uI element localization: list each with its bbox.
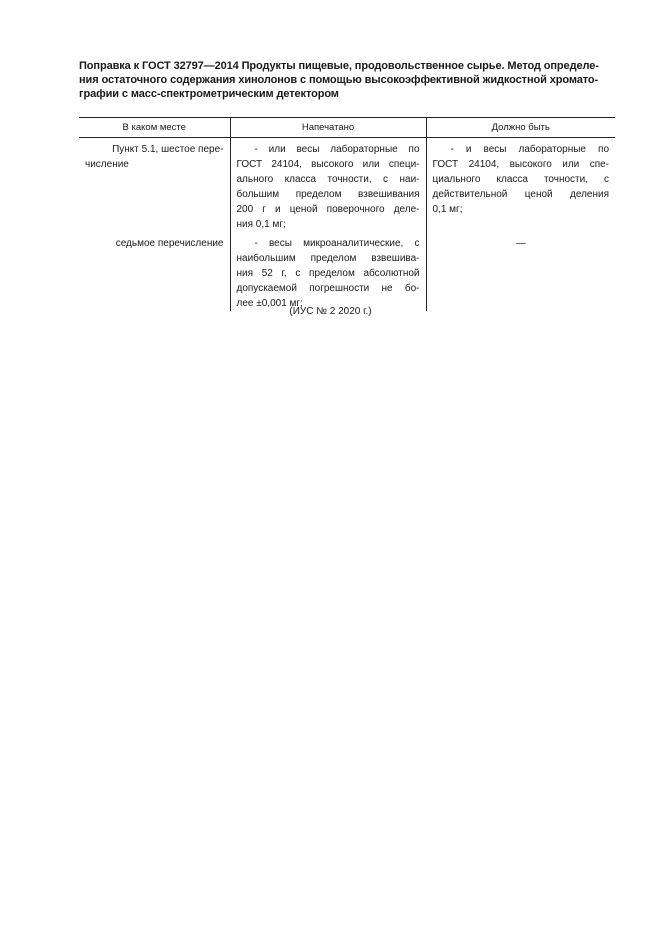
cell-place	[79, 232, 230, 311]
title-line: ния остаточного содержания хинолонов с помощью высокоэффективной жидкостной хромато-	[79, 74, 599, 86]
column-header-should-be: Должно быть	[426, 118, 615, 138]
cell-line: ния 0,1 мг;	[236, 219, 286, 230]
cell-line: наибольшим пределом взвешива-	[236, 253, 420, 264]
cell-line: - и весы лабораторные по	[450, 144, 609, 155]
cell-place	[79, 138, 230, 233]
cell-printed	[230, 138, 426, 233]
cell-line: Пункт 5.1, шестое пере-	[112, 144, 224, 155]
dash-value: —	[515, 238, 526, 249]
title-line: графии с масс-спектрометрическим детектором	[79, 88, 339, 100]
cell-line: 200 г и ценой поверочного деле-	[236, 204, 420, 215]
table-row	[79, 232, 615, 311]
cell-should-be	[426, 138, 615, 233]
cell-should-be	[426, 232, 615, 311]
cell-line: большим пределом взвешивания	[236, 189, 420, 200]
cell-line: действительной ценой деления	[432, 189, 609, 200]
correction-table	[79, 117, 615, 311]
cell-line: числение	[85, 159, 129, 170]
cell-line: ального класса точности, с наи-	[236, 174, 420, 185]
cell-line: циального класса точности, с	[432, 174, 609, 185]
cell-line: 0,1 мг;	[432, 204, 463, 215]
cell-line: ГОСТ 24104, высокого или спе-	[432, 159, 609, 170]
footer-citation: (ИУС № 2 2020 г.)	[289, 306, 372, 317]
title-line: Поправка к ГОСТ 32797—2014 Продукты пищевые, продовольственное сырье. Метод определе-	[79, 60, 599, 72]
cell-printed	[230, 232, 426, 311]
column-header-place: В каком месте	[79, 118, 230, 138]
cell-line: ния 52 г, с пределом абсолютной	[236, 268, 420, 279]
document-title	[79, 59, 619, 101]
table-row	[79, 138, 615, 233]
table-header-row	[79, 118, 615, 138]
cell-line: допускаемой погрешности не бо-	[236, 283, 420, 294]
cell-line: лее ±0,001 мг;	[236, 298, 303, 309]
cell-line: ГОСТ 24104, высокого или специ-	[236, 159, 420, 170]
column-header-printed: Напечатано	[230, 118, 426, 138]
cell-line: - или весы лабораторные по	[254, 144, 420, 155]
cell-line: - весы микроаналитические, с	[254, 238, 420, 249]
cell-line: седьмое перечисление	[115, 238, 224, 249]
